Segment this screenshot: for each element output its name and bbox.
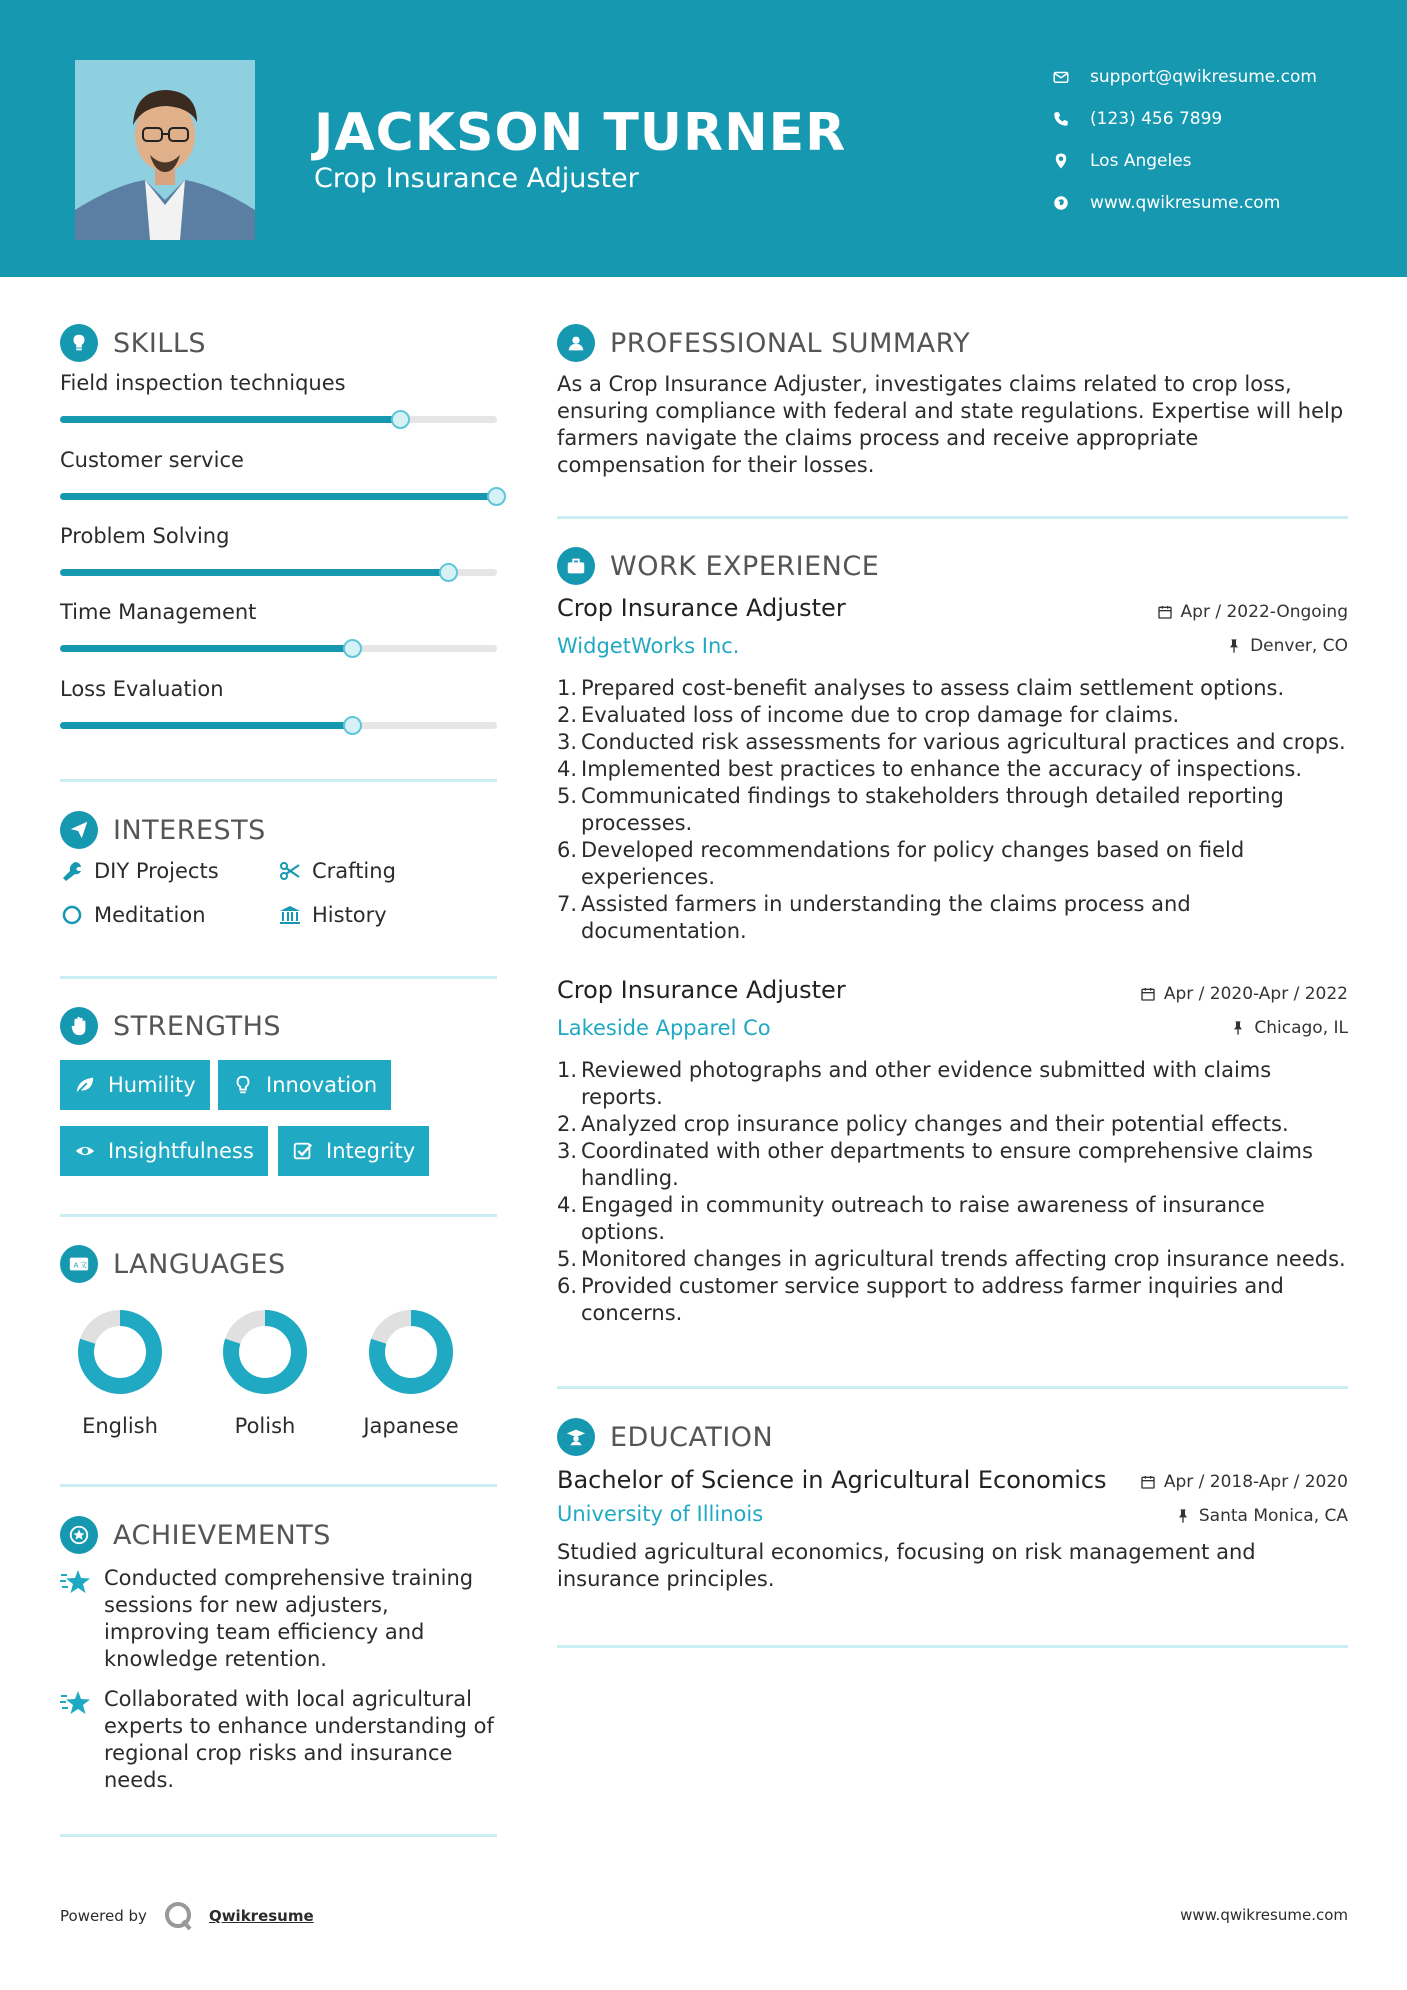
circle-icon	[60, 903, 84, 927]
language-item	[210, 1307, 320, 1438]
resume-header	[0, 0, 1407, 277]
job-location-text: Denver, CO	[1250, 636, 1348, 656]
strength-tag	[60, 1060, 210, 1110]
profile-photo	[75, 60, 255, 240]
languages-heading	[60, 1245, 286, 1283]
skills-title: SKILLS	[113, 327, 207, 359]
interest-label: DIY Projects	[94, 859, 219, 883]
section-divider	[60, 976, 497, 979]
job-title: Crop Insurance Adjuster	[557, 594, 846, 622]
company-name: WidgetWorks Inc.	[557, 634, 740, 658]
achievement-text: Conducted comprehensive training sessions for new adjusters, improving team efficiency and knowledge retention.	[104, 1566, 474, 1671]
strengths-heading	[60, 1007, 281, 1045]
skill-bar-knob	[439, 563, 458, 582]
skill-label: Field inspection techniques	[60, 371, 346, 395]
interest-item	[278, 903, 387, 927]
skill-bar-fill	[60, 722, 353, 729]
checkbox-icon	[292, 1140, 314, 1162]
section-divider	[60, 779, 497, 782]
calendar-icon	[1140, 1474, 1156, 1490]
briefcase-section-icon	[557, 547, 595, 585]
section-divider	[557, 1645, 1348, 1648]
pushpin-icon	[1230, 1020, 1246, 1036]
strength-tag	[218, 1060, 391, 1110]
job-bullet: 4. Implemented best practices to enhance the accuracy of inspections.	[557, 757, 1303, 781]
section-divider	[60, 1834, 497, 1837]
contact-email-text: support@qwikresume.com	[1090, 67, 1317, 87]
job-bullet-list	[557, 675, 1347, 945]
interest-label: Crafting	[312, 859, 396, 883]
skill-label: Time Management	[60, 600, 257, 624]
strength-label: Insightfulness	[108, 1139, 254, 1163]
skill-bar-fill	[60, 493, 497, 500]
summary-text: As a Crop Insurance Adjuster, investigates claims related to crop loss, ensuring compliance with federal and state regulations. Expertise will help farmers navigate the claims process and receive appropriate compensation for their losses.	[557, 372, 1344, 477]
eye-icon	[74, 1140, 96, 1162]
education-heading	[557, 1418, 773, 1456]
skill-label: Loss Evaluation	[60, 677, 224, 701]
skill-bar	[60, 416, 497, 423]
languages-title: LANGUAGES	[113, 1248, 286, 1280]
paper-plane-section-icon	[60, 811, 98, 849]
star-badge-section-icon	[60, 1516, 98, 1554]
experience-title: WORK EXPERIENCE	[610, 550, 880, 582]
language-item	[65, 1307, 175, 1438]
job-bullet: 6. Provided customer service support to address farmer inquiries and concerns.	[557, 1274, 1284, 1325]
achievement-text: Collaborated with local agricultural experts to enhance understanding of regional crop risks and insurance needs.	[104, 1687, 494, 1792]
graduate-section-icon	[557, 1418, 595, 1456]
strengths-title: STRENGTHS	[113, 1010, 282, 1042]
contact-email[interactable]	[1052, 56, 1317, 98]
mail-icon	[1052, 68, 1070, 86]
achievements-title: ACHIEVEMENTS	[113, 1519, 331, 1551]
skill-bar	[60, 722, 497, 729]
achievement-item	[60, 1686, 500, 1794]
qwikresume-logo-icon	[163, 1900, 195, 1932]
person-portrait-icon	[75, 60, 255, 240]
job-bullet: 5. Communicated findings to stakeholders through detailed reporting processes.	[557, 784, 1284, 835]
brand-link[interactable]: Qwikresume	[208, 1907, 314, 1925]
education-dates-text: Apr / 2018-Apr / 2020	[1163, 1472, 1348, 1492]
summary-title: PROFESSIONAL SUMMARY	[610, 327, 971, 359]
strength-label: Integrity	[326, 1139, 416, 1163]
section-divider	[60, 1214, 497, 1217]
hand-section-icon	[60, 1007, 98, 1045]
skills-heading	[60, 324, 206, 362]
interest-label: History	[312, 903, 387, 927]
job-location	[1226, 636, 1348, 656]
contact-list	[1052, 56, 1317, 224]
experience-heading	[557, 547, 879, 585]
job-title: Crop Insurance Adjuster	[557, 976, 846, 1004]
job-bullet: 4. Engaged in community outreach to raise awareness of insurance options.	[557, 1193, 1265, 1244]
job-bullet-list	[557, 1057, 1347, 1327]
svg-text:文: 文	[79, 1260, 88, 1270]
strength-tag	[278, 1126, 429, 1176]
job-dates	[1140, 984, 1348, 1004]
job-bullet: 3. Coordinated with other departments to ensure comprehensive claims handling.	[557, 1139, 1313, 1190]
section-divider	[557, 1386, 1348, 1389]
skill-bar	[60, 645, 497, 652]
scissors-icon	[278, 859, 302, 883]
language-label: Polish	[234, 1414, 296, 1438]
job-location	[1230, 1018, 1348, 1038]
job-bullet: 5. Monitored changes in agricultural trends affecting crop insurance needs.	[557, 1247, 1346, 1271]
interest-item	[278, 859, 396, 883]
job-bullet: 6. Developed recommendations for policy changes based on field experiences.	[557, 838, 1245, 889]
education-location	[1175, 1506, 1348, 1526]
school-name: University of Illinois	[557, 1502, 764, 1526]
skill-bar-knob	[391, 410, 410, 429]
section-divider	[557, 516, 1348, 519]
strength-tag	[60, 1126, 268, 1176]
education-dates	[1140, 1472, 1348, 1492]
achievement-item	[60, 1565, 500, 1673]
powered-by-text: Powered by	[60, 1907, 147, 1925]
language-donut	[366, 1307, 456, 1397]
skill-label: Problem Solving	[60, 524, 230, 548]
job-bullet: 3. Conducted risk assessments for various agricultural practices and crops.	[557, 730, 1346, 754]
contact-phone[interactable]	[1052, 98, 1317, 140]
achievements-heading	[60, 1516, 331, 1554]
museum-icon	[278, 903, 302, 927]
globe-icon	[1052, 194, 1070, 212]
language-label: Japanese	[363, 1414, 459, 1438]
skill-label: Customer service	[60, 448, 244, 472]
candidate-name: JACKSON TURNER	[314, 103, 847, 163]
skill-bar	[60, 569, 497, 576]
contact-website[interactable]	[1052, 182, 1317, 224]
job-bullet: 1. Prepared cost-benefit analyses to assess claim settlement options.	[557, 676, 1285, 700]
skill-bar	[60, 493, 497, 500]
leaf-icon	[74, 1074, 96, 1096]
user-section-icon	[557, 324, 595, 362]
skill-bar-fill	[60, 569, 449, 576]
contact-location	[1052, 140, 1317, 182]
wrench-icon	[60, 859, 84, 883]
job-bullet: 2. Evaluated loss of income due to crop damage for claims.	[557, 703, 1180, 727]
footer-powered-by	[60, 1900, 314, 1932]
strength-label: Innovation	[266, 1073, 378, 1097]
education-location-text: Santa Monica, CA	[1198, 1506, 1348, 1526]
language-donut	[220, 1307, 310, 1397]
lightbulb-icon	[232, 1074, 254, 1096]
contact-phone-text: (123) 456 7899	[1090, 109, 1223, 129]
language-donut	[75, 1307, 165, 1397]
education-description: Studied agricultural economics, focusing on risk management and insurance principles.	[557, 1540, 1256, 1591]
contact-website-text: www.qwikresume.com	[1090, 193, 1281, 213]
job-bullet: 2. Analyzed crop insurance policy changes and their potential effects.	[557, 1112, 1289, 1136]
calendar-icon	[1140, 986, 1156, 1002]
job-dates-text: Apr / 2020-Apr / 2022	[1163, 984, 1348, 1004]
summary-heading	[557, 324, 970, 362]
interests-title: INTERESTS	[113, 814, 266, 846]
footer-url[interactable]: www.qwikresume.com	[1180, 1906, 1348, 1924]
interest-label: Meditation	[94, 903, 206, 927]
job-dates-text: Apr / 2022-Ongoing	[1180, 602, 1348, 622]
skill-bar-knob	[487, 487, 506, 506]
candidate-title: Crop Insurance Adjuster	[314, 163, 639, 194]
education-title: EDUCATION	[610, 1421, 774, 1453]
strength-label: Humility	[108, 1073, 196, 1097]
interest-item	[60, 859, 219, 883]
skill-bar-knob	[343, 716, 362, 735]
shooting-star-icon	[60, 1567, 92, 1597]
map-pin-icon	[1052, 152, 1070, 170]
svg-text:A: A	[73, 1260, 79, 1270]
interest-item	[60, 903, 206, 927]
phone-icon	[1052, 110, 1070, 128]
skill-bar-fill	[60, 645, 353, 652]
lightbulb-section-icon	[60, 324, 98, 362]
job-dates	[1157, 602, 1348, 622]
job-location-text: Chicago, IL	[1254, 1018, 1348, 1038]
calendar-icon	[1157, 604, 1173, 620]
language-section-icon	[60, 1245, 98, 1283]
section-divider	[60, 1484, 497, 1487]
contact-location-text: Los Angeles	[1090, 151, 1192, 171]
skill-bar-fill	[60, 416, 401, 423]
language-item	[356, 1307, 466, 1438]
interests-heading	[60, 811, 266, 849]
skill-bar-knob	[343, 639, 362, 658]
job-bullet: 7. Assisted farmers in understanding the claims process and documentation.	[557, 892, 1191, 943]
pushpin-icon	[1226, 638, 1242, 654]
pushpin-icon	[1175, 1508, 1191, 1524]
language-label: English	[82, 1414, 158, 1438]
job-bullet: 1. Reviewed photographs and other evidence submitted with claims reports.	[557, 1058, 1272, 1109]
shooting-star-icon	[60, 1688, 92, 1718]
company-name: Lakeside Apparel Co	[557, 1016, 771, 1040]
degree-title: Bachelor of Science in Agricultural Economics	[557, 1466, 1107, 1494]
